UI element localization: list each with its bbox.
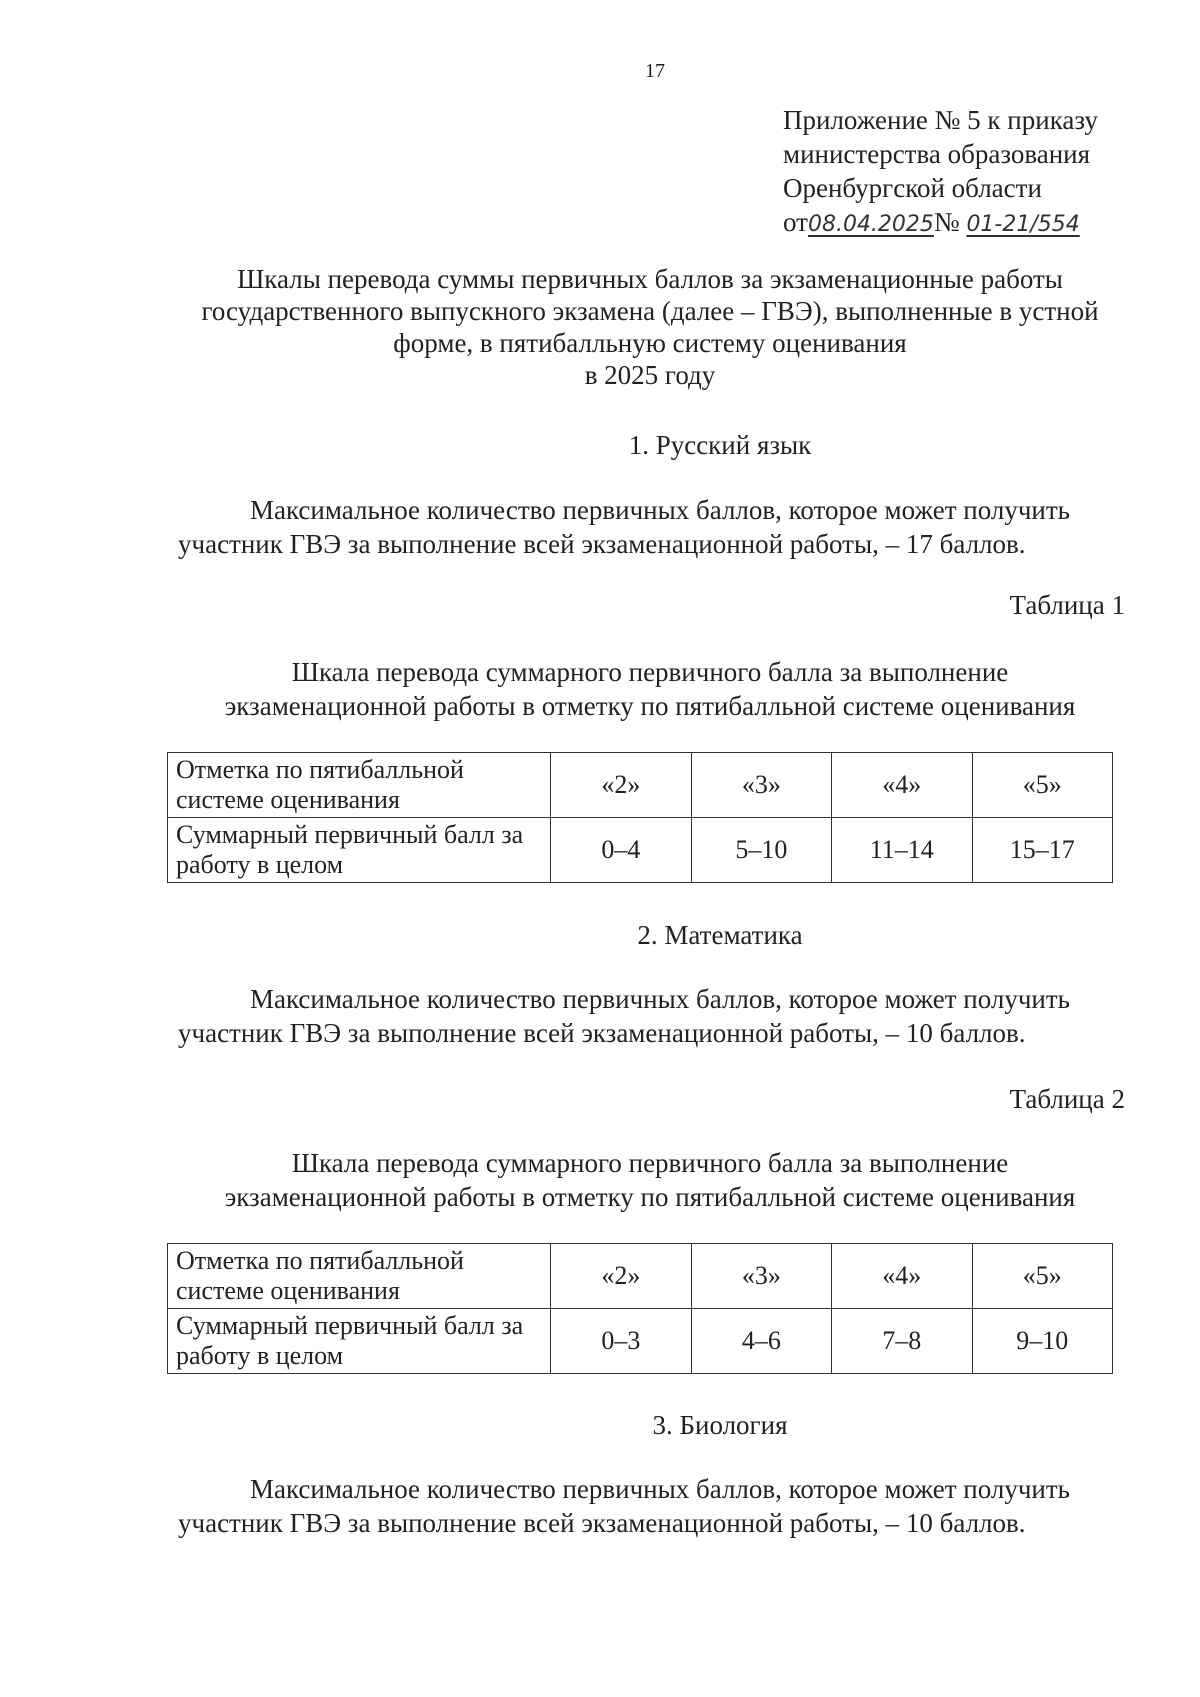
table-row-scores [168, 1309, 1113, 1374]
paragraph-line-2: участник ГВЭ за выполнение всей экзаменационной работы, – 10 баллов. [178, 1508, 1026, 1538]
grade-cell: «2» [551, 1244, 691, 1309]
section-paragraph-math [178, 982, 1138, 1050]
appendix-date-line [783, 205, 1098, 242]
caption-line-1: Шкала перевода суммарного первичного балла за выполнение [291, 1148, 1009, 1178]
table-label-1: Таблица 1 [1009, 590, 1125, 620]
title-line-3: форме, в пятибалльную систему оценивания [393, 328, 907, 358]
score-range-cell: 11–14 [832, 818, 972, 883]
grading-table-1 [167, 752, 1113, 883]
paragraph-line-2: участник ГВЭ за выполнение всей экзаменационной работы, – 17 баллов. [178, 529, 1026, 559]
score-range-cell: 0–4 [551, 818, 691, 883]
table-row-grades [168, 753, 1113, 818]
table-caption-1 [150, 655, 1150, 723]
section-heading-russian: 1. Русский язык [628, 430, 812, 460]
grade-cell: «2» [551, 753, 691, 818]
score-range-cell: 5–10 [691, 818, 831, 883]
row-header-score: Суммарный первичный балл за работу в целом [168, 818, 551, 883]
grade-cell: «5» [972, 1244, 1113, 1309]
table-caption-2 [150, 1146, 1150, 1214]
title-line-1: Шкалы перевода суммы первичных баллов за экзаменационные работы [237, 264, 1063, 294]
grading-table-2 [167, 1243, 1113, 1374]
score-range-cell: 4–6 [691, 1309, 831, 1374]
appendix-line-2: министерства образования [783, 139, 1091, 169]
row-header-score: Суммарный первичный балл за работу в целом [168, 1309, 551, 1374]
grade-cell: «4» [832, 753, 972, 818]
appendix-header [783, 103, 1098, 242]
row-header-grade: Отметка по пятибалльной системе оценивания [168, 1244, 551, 1309]
grade-cell: «3» [691, 753, 831, 818]
grade-cell: «5» [972, 753, 1113, 818]
caption-line-1: Шкала перевода суммарного первичного балла за выполнение [291, 657, 1009, 687]
table-row-grades [168, 1244, 1113, 1309]
score-range-cell: 7–8 [832, 1309, 972, 1374]
section-paragraph-biology [178, 1472, 1138, 1540]
section-heading-biology: 3. Биология [652, 1410, 788, 1440]
grade-cell: «4» [832, 1244, 972, 1309]
date-prefix: от [783, 207, 808, 237]
grade-cell: «3» [691, 1244, 831, 1309]
handwritten-order-number: 01-21/554 [966, 212, 1080, 237]
caption-line-2: экзаменационной работы в отметку по пятибалльной системе оценивания [224, 691, 1076, 721]
document-title [170, 263, 1130, 391]
appendix-line-3: Оренбургской области [783, 173, 1042, 203]
score-range-cell: 9–10 [972, 1309, 1113, 1374]
handwritten-date: 08.04.2025 [807, 212, 934, 237]
paragraph-line-1: Максимальное количество первичных баллов, которое может получить [250, 495, 1070, 525]
table-row-scores [168, 818, 1113, 883]
appendix-line-1: Приложение № 5 к приказу [783, 105, 1098, 135]
score-range-cell: 0–3 [551, 1309, 691, 1374]
caption-line-2: экзаменационной работы в отметку по пятибалльной системе оценивания [224, 1182, 1076, 1212]
score-range-cell: 15–17 [972, 818, 1113, 883]
section-paragraph-russian [178, 493, 1138, 561]
number-sign: № [933, 207, 960, 237]
title-line-2: государственного выпускного экзамена (далее – ГВЭ), выполненные в устной [201, 296, 1099, 326]
page-number: 17 [645, 60, 665, 82]
row-header-grade: Отметка по пятибалльной системе оценивания [168, 753, 551, 818]
title-line-4: в 2025 году [584, 360, 716, 390]
paragraph-line-1: Максимальное количество первичных баллов, которое может получить [250, 984, 1070, 1014]
section-heading-math: 2. Математика [637, 920, 803, 950]
paragraph-line-1: Максимальное количество первичных баллов, которое может получить [250, 1474, 1070, 1504]
table-label-2: Таблица 2 [1009, 1084, 1125, 1114]
paragraph-line-2: участник ГВЭ за выполнение всей экзаменационной работы, – 10 баллов. [178, 1018, 1026, 1048]
